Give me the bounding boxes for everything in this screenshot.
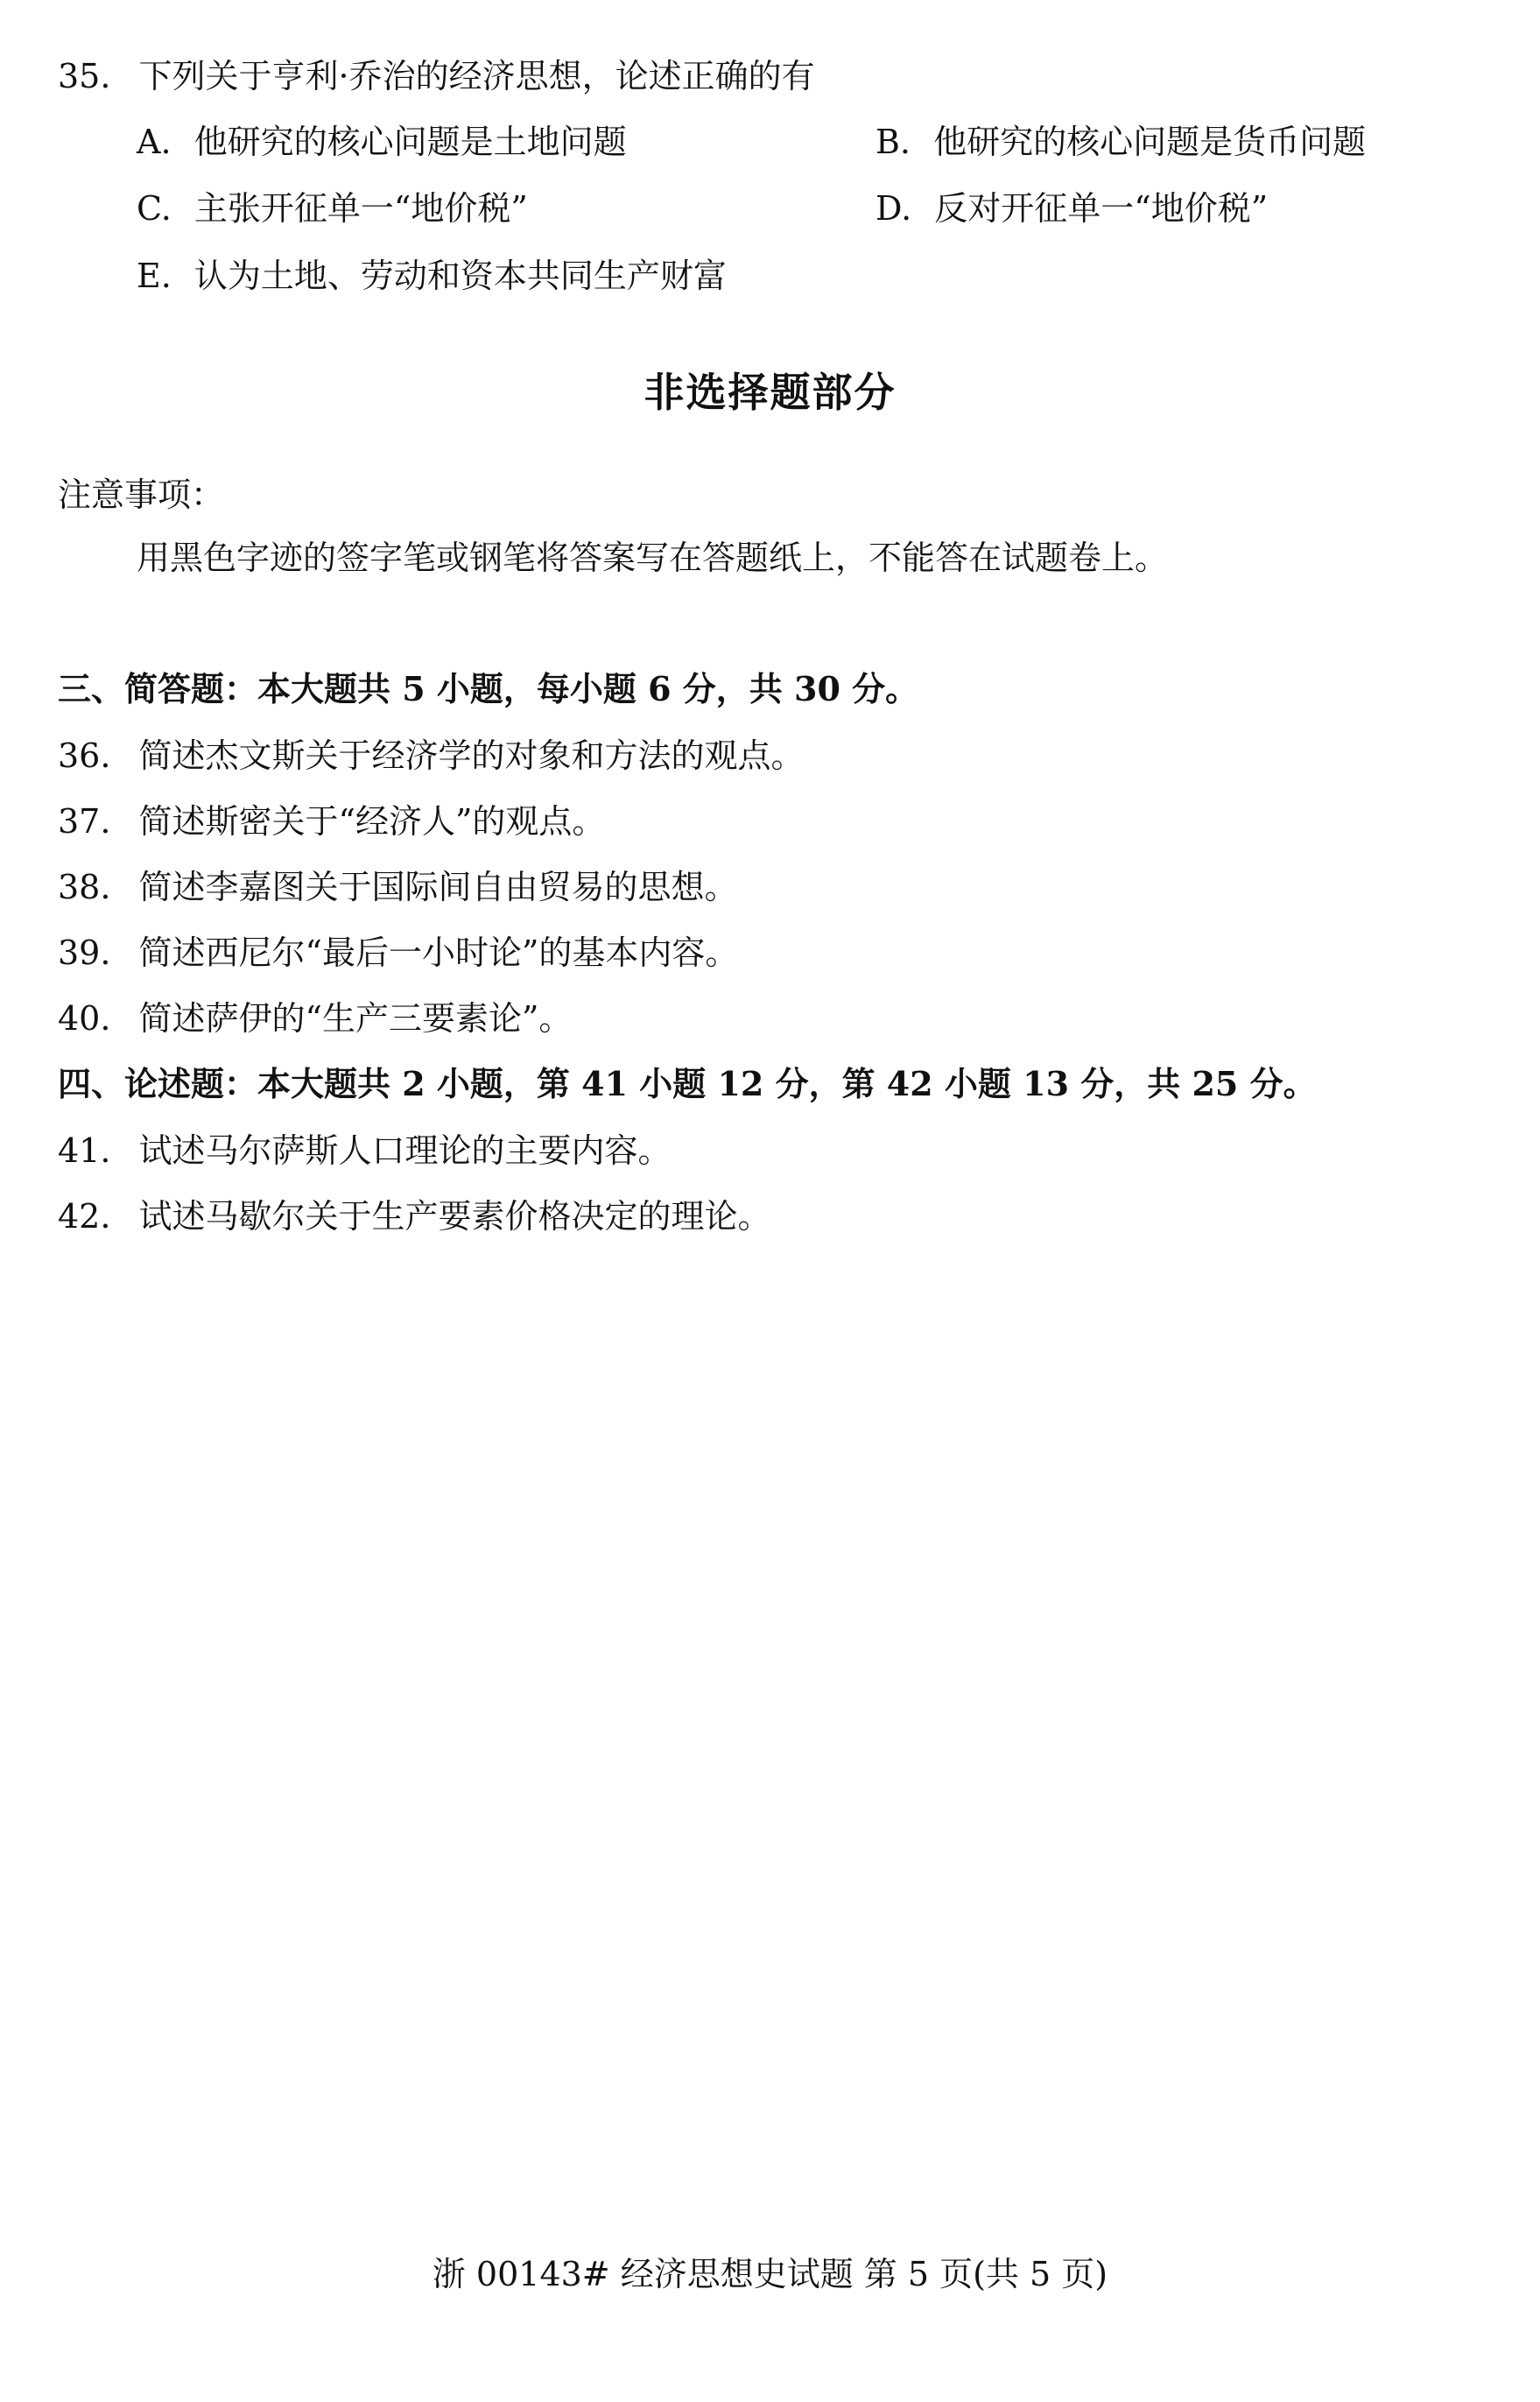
question-38 [58,865,738,909]
question-39 [58,931,738,975]
question-number: 41. [58,1131,111,1170]
question-stem: 下列关于亨利·乔治的经济思想，论述正确的有 [138,57,815,95]
notice-text: 用黑色字迹的签字笔或钢笔将答案写在答题纸上，不能答在试题卷上。 [137,539,1169,577]
question-40 [58,997,572,1040]
question-37 [58,799,605,843]
question-number: 40. [58,999,111,1038]
option-text: 反对开征单一“地价税” [934,189,1269,228]
question-text: 简述西尼尔“最后一小时论”的基本内容。 [138,933,739,972]
option-d [875,187,1268,230]
option-text: 他研究的核心问题是货币问题 [933,123,1367,161]
question-number: 38. [58,868,111,906]
option-text: 主张开征单一“地价税” [193,189,528,228]
question-text: 简述斯密关于“经济人”的观点。 [138,802,606,841]
page-footer: 浙 00143# 经济思想史试题 第 5 页(共 5 页) [432,2255,1108,2293]
option-letter: C. [137,189,172,228]
notice-title: 注意事项： [58,475,225,514]
question-number: 42. [58,1197,111,1236]
option-letter: E. [137,257,172,295]
option-b [875,120,1366,164]
question-number: 36. [58,736,111,775]
question-35 [58,54,815,98]
part4-heading: 四、论述题：本大题共 2 小题，第 41 小题 12 分，第 42 小题 13 分，共 25 分。 [58,1064,1317,1103]
question-number: 39. [58,933,111,972]
option-e [137,254,727,298]
option-c [137,187,528,230]
part3-heading: 三、简答题：本大题共 5 小题，每小题 6 分，共 30 分。 [58,669,919,708]
question-41 [58,1129,672,1173]
question-number: 35. [58,57,111,95]
question-text: 简述萨伊的“生产三要素论”。 [138,999,573,1038]
question-number: 37. [58,802,111,841]
question-text: 简述杰文斯关于经济学的对象和方法的观点。 [138,736,805,775]
question-text: 简述李嘉图关于国际间自由贸易的思想。 [138,868,738,906]
question-42 [58,1194,771,1238]
option-text: 他研究的核心问题是土地问题 [193,123,627,161]
option-a [137,120,627,164]
question-text: 试述马歇尔关于生产要素价格决定的理论。 [138,1197,771,1236]
question-36 [58,734,805,778]
question-text: 试述马尔萨斯人口理论的主要内容。 [138,1131,672,1170]
option-letter: B. [875,123,911,161]
option-letter: A. [137,123,172,161]
section-title: 非选择题部分 [643,369,897,416]
option-text: 认为土地、劳动和资本共同生产财富 [193,257,727,295]
option-letter: D. [875,189,912,228]
